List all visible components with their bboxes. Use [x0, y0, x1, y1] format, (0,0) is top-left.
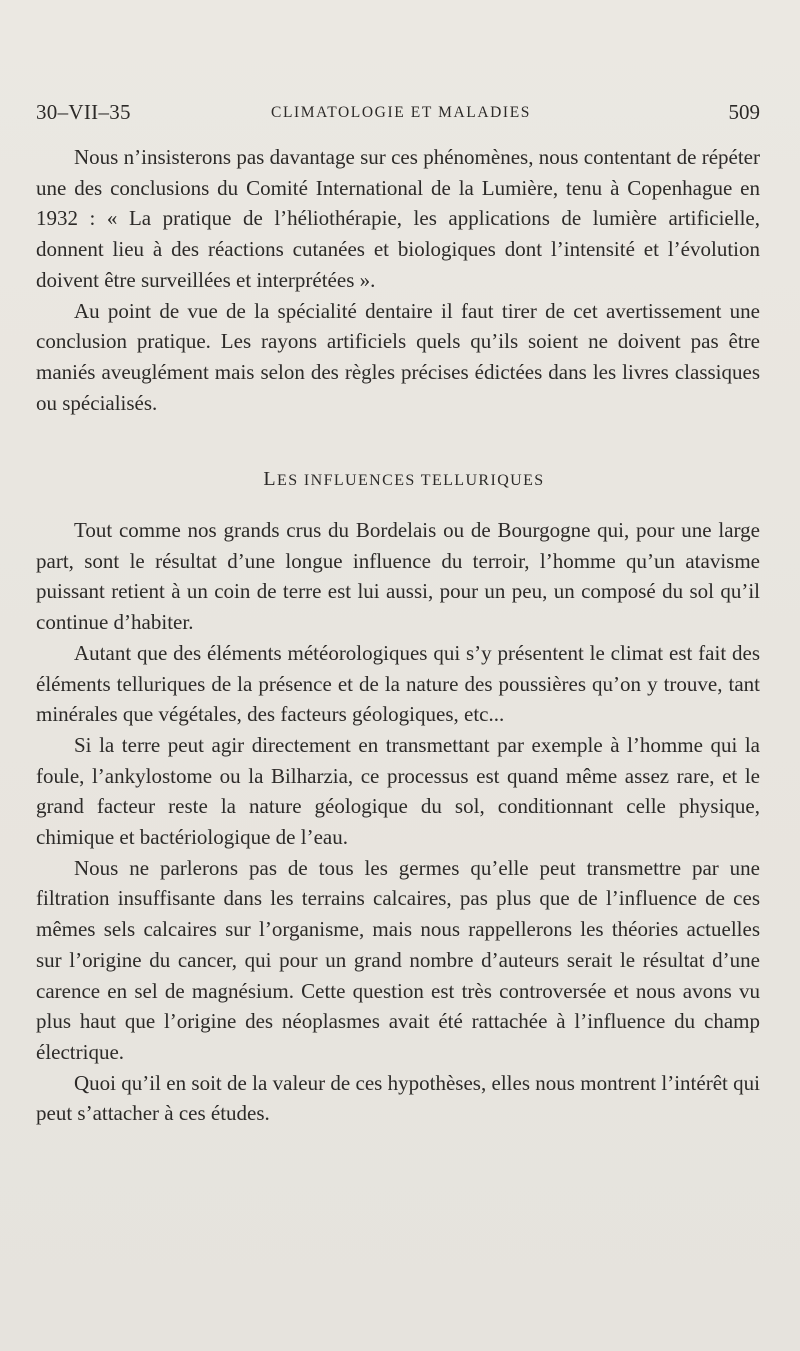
text-block-after-heading [36, 515, 760, 1129]
running-head-title: CLIMATOLOGIE ET MALADIES [271, 104, 531, 121]
page-number: 509 [728, 100, 760, 124]
section-heading-rest: ES INFLUENCES TELLURIQUES [277, 472, 545, 489]
paragraph: Si la terre peut agir directement en transmettant par exemple à l’homme qui la foule, l’ankylostome ou la Bilharzia, ce processus est quand même assez rare, et le grand facteur reste la nature géologique du sol, conditionnant celle physique, chimique et bactériologique de l’eau. [36, 732, 760, 850]
paragraph: Nous ne parlerons pas de tous les germes qu’elle peut transmettre par une filtration insuffisante dans les terrains calcaires, pas plus que de l’influence de ces mêmes sels calcaires sur l’organisme, mais nous rappellerons les théories actuelles sur l’origine du cancer, qui pour un grand nombre d’auteurs serait le résultat d’une carence en sel de magnésium. Cette question est très controversée et nous avons vu plus haut que l’origine des néoplasmes avait été rattachée à l’influence du champ électrique. [36, 855, 760, 1064]
running-head-date: 30–VII–35 [36, 100, 131, 124]
paragraph: Au point de vue de la spécialité dentaire il faut tirer de cet avertissement une conclusion pratique. Les rayons artificiels quels qu’ils soient ne doivent pas être maniés aveuglément mais selon des règles précises édictées dans les livres classiques ou spécialisés. [36, 298, 760, 415]
paragraph: Autant que des éléments météorologiques qui s’y présentent le climat est fait des éléments telluriques de la présence et de la nature des poussières qu’on y trouve, tant minérales que végétales, des facteurs géologiques, etc... [36, 640, 760, 727]
text-block-before-heading [36, 142, 760, 418]
paragraph: Tout comme nos grands crus du Bordelais ou de Bourgogne qui, pour une large part, sont le résultat d’une longue influence du terroir, l’homme qu’un atavisme puissant retient à un coin de terre est lui aussi, pour un peu, un composé du sol qu’il continue d’habiter. [36, 518, 760, 635]
section-heading [0, 468, 800, 491]
paragraph: Nous n’insisterons pas davantage sur ces phénomènes, nous contentant de répéter une des conclusions du Comité International de la Lumière, tenu à Copenhague en 1932 : « La pratique de l’héliothérapie, les applications de lumière artificielle, donnent lieu à des réactions cutanées et biologiques dont l’intensité et l’évolution doivent être surveillées et interprétées ». [36, 145, 760, 292]
section-heading-initial: L [263, 468, 278, 490]
paragraph: Quoi qu’il en soit de la valeur de ces hypothèses, elles nous montrent l’intérêt qui peut s’attacher à ces études. [36, 1070, 760, 1126]
running-head [36, 98, 760, 128]
